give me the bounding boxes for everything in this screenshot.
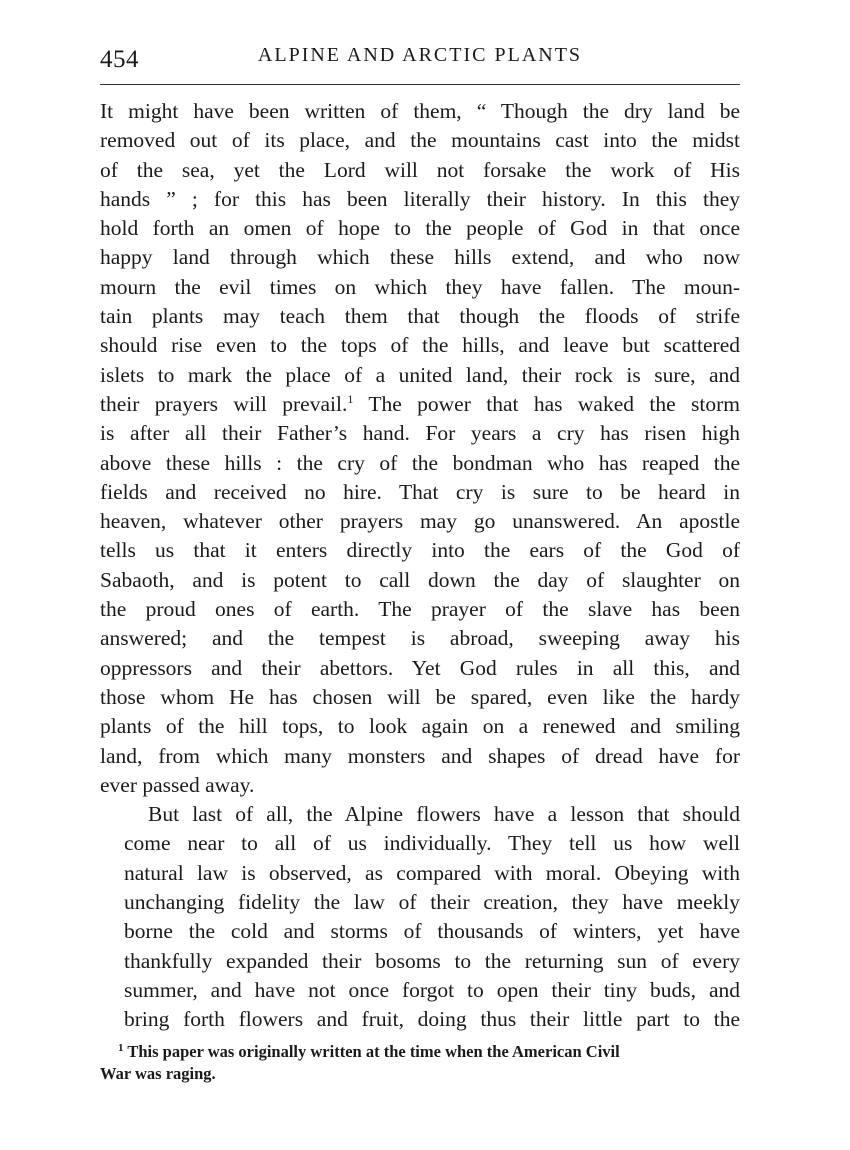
page-number: 454 — [100, 46, 139, 73]
text-line: borne the cold and storms of thousands of winters, yet have — [124, 919, 740, 944]
text-line: bring forth flowers and fruit, doing thus their little part to the — [124, 1007, 740, 1032]
header-rule — [100, 84, 740, 85]
text-line: plants of the hill tops, to look again on a renewed and smiling — [100, 714, 740, 739]
text-segment: The power that has waked the storm — [353, 391, 740, 416]
text-line: mourn the evil times on which they have fallen. The moun- — [100, 274, 740, 299]
text-line: natural law is observed, as compared with moral. Obeying with — [124, 860, 740, 885]
text-line: fields and received no hire. That cry is sure to be heard in — [100, 479, 740, 504]
page-header — [100, 38, 740, 82]
text-line: is after all their Father’s hand. For years a cry has risen high — [100, 421, 740, 446]
text-line: tain plants may teach them that though the floods of strife — [100, 304, 740, 329]
text-line: answered; and the tempest is abroad, sweeping away his — [100, 626, 740, 651]
text-line: should rise even to the tops of the hills, and leave but scattered — [100, 333, 740, 358]
text-line: land, from which many monsters and shapes of dread have for — [100, 743, 740, 768]
text-line: thankfully expanded their bosoms to the returning sun of every — [124, 948, 740, 973]
text-line-with-note — [100, 390, 740, 419]
text-line: unchanging fidelity the law of their creation, they have meekly — [124, 890, 740, 915]
text-line: tells us that it enters directly into the ears of the God of — [100, 538, 740, 563]
text-line: happy land through which these hills extend, and who now — [100, 245, 740, 270]
text-line: of the sea, yet the Lord will not forsake the work of His — [100, 157, 740, 182]
text-line: ever passed away. — [100, 772, 255, 797]
text-line: It might have been written of them, “ Though the dry land be — [100, 99, 740, 123]
text-line: heaven, whatever other prayers may go unanswered. An apostle — [100, 509, 740, 534]
running-head: ALPINE AND ARCTIC PLANTS — [257, 44, 583, 66]
paragraph-1 — [100, 97, 740, 800]
text-segment: their prayers will prevail. — [100, 391, 348, 416]
text-line: the proud ones of earth. The prayer of the slave has been — [100, 597, 740, 622]
text-line: oppressors and their abettors. Yet God rules in all this, and — [100, 655, 740, 680]
footnote-marker: 1 — [118, 1041, 124, 1054]
text-line: But last of all, the Alpine flowers have a lesson that should — [148, 802, 740, 827]
text-line: Sabaoth, and is potent to call down the day of slaughter on — [100, 567, 740, 592]
body-text — [100, 97, 740, 1035]
text-line: above these hills : the cry of the bondman who has reaped the — [100, 450, 740, 475]
footnote — [100, 1041, 740, 1085]
footnote-line: War was raging. — [100, 1063, 216, 1083]
paragraph-2 — [100, 800, 740, 1034]
footnote-text: This paper was originally written at the time when the American Civil — [123, 1041, 620, 1061]
text-line: islets to mark the place of a united land, their rock is sure, and — [100, 362, 740, 387]
text-line: summer, and have not once forgot to open their tiny buds, and — [124, 977, 740, 1002]
text-line: those whom He has chosen will be spared, even like the hardy — [100, 684, 740, 709]
footnote-reference: 1 — [347, 391, 354, 406]
text-line: come near to all of us individually. They tell us how well — [124, 831, 740, 856]
text-line: removed out of its place, and the mountains cast into the midst — [100, 128, 740, 153]
text-line: hold forth an omen of hope to the people of God in that once — [100, 216, 740, 241]
footnote-line — [100, 1041, 740, 1063]
book-page — [100, 38, 740, 1085]
text-line: hands ” ; for this has been literally their history. In this they — [100, 186, 740, 211]
